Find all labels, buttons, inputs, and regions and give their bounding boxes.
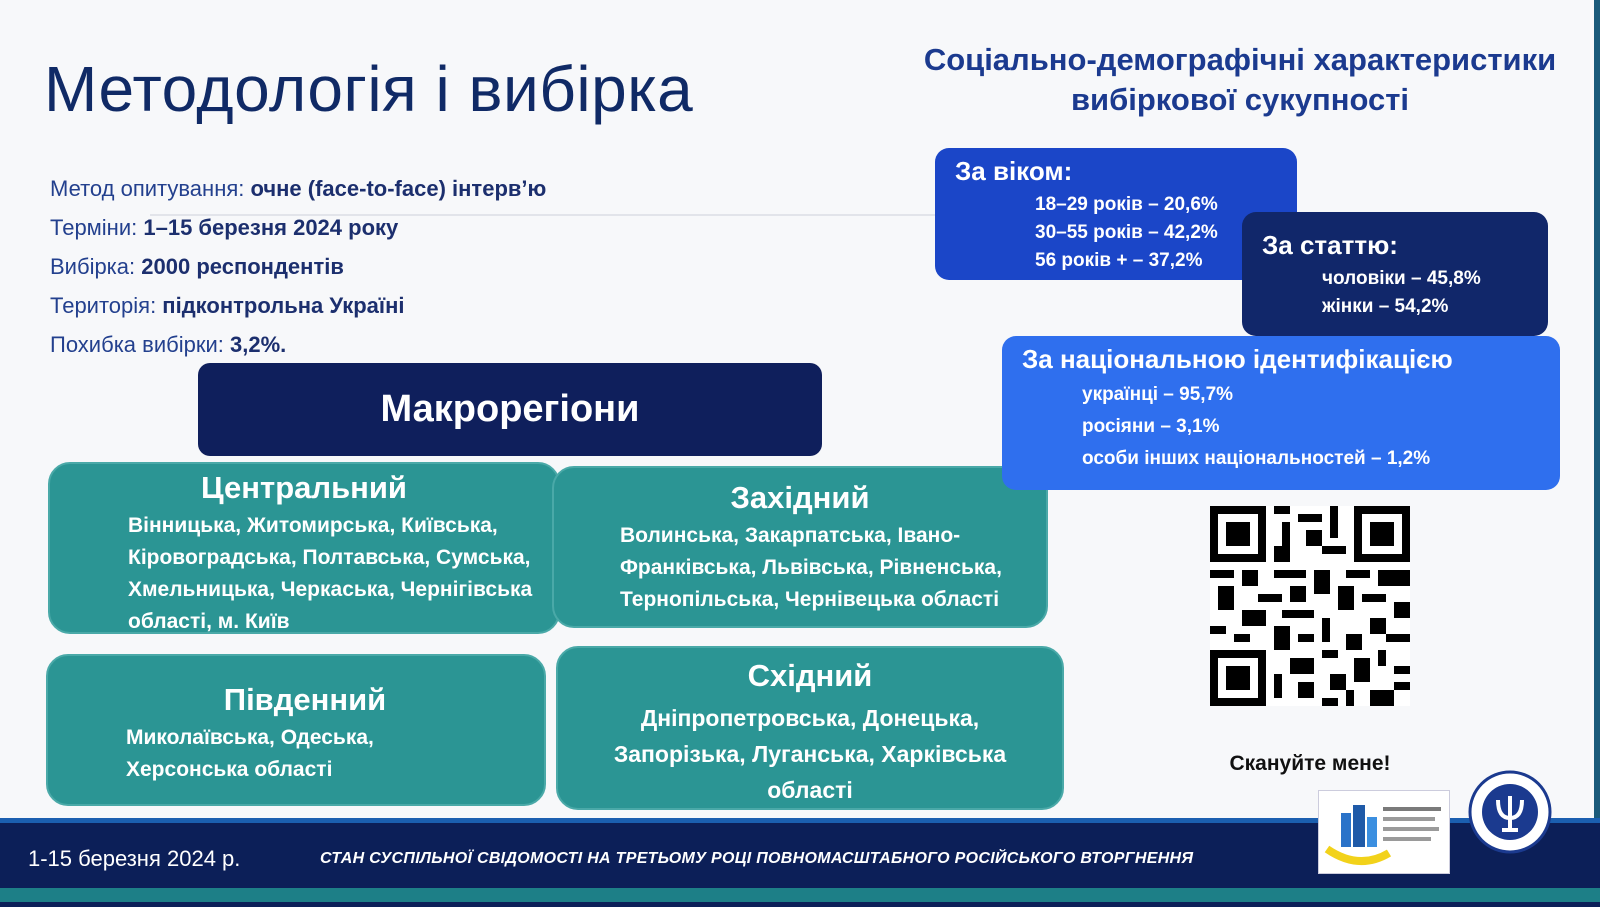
region-central bbox=[48, 462, 560, 634]
sex-item: жінки – 54,2% bbox=[1322, 296, 1449, 317]
meta-value: 1–15 березня 2024 року bbox=[143, 215, 399, 240]
sociodemographic-title-line2: вибіркової сукупності bbox=[1070, 82, 1410, 117]
meta-territory bbox=[50, 293, 404, 319]
footer-accent bbox=[0, 888, 1600, 902]
page-title: Методологія і вибірка bbox=[44, 53, 694, 125]
region-list: Вінницька, Житомирська, Київська, Кіровоградська, Полтавська, Сумська, Хмельницька, Черкаська, Чернігівська області, м. Київ bbox=[128, 514, 533, 633]
age-heading: За віком: bbox=[955, 156, 1073, 186]
meta-method bbox=[50, 176, 546, 202]
sex-heading: За статтю: bbox=[1262, 230, 1398, 260]
meta-value: 3,2%. bbox=[230, 332, 287, 357]
region-list: Волинська, Закарпатська, Івано-Франківська, Львівська, Рівненська, Тернопільська, Чернівецька області bbox=[620, 524, 1002, 611]
meta-value: 2000 респондентів bbox=[141, 254, 344, 279]
meta-label: Вибірка: bbox=[50, 254, 142, 279]
nationality-item: українці – 95,7% bbox=[1082, 384, 1234, 405]
region-western bbox=[552, 466, 1048, 628]
sociodemographic-title-line1: Соціально-демографічні характеристики bbox=[923, 42, 1557, 77]
meta-dates bbox=[50, 215, 398, 241]
meta-label: Територія: bbox=[50, 293, 163, 318]
meta-label: Терміни: bbox=[50, 215, 144, 240]
sociodemographic-title bbox=[880, 40, 1600, 120]
meta-error bbox=[50, 332, 286, 358]
qr-code-icon[interactable] bbox=[1210, 506, 1410, 706]
sex-box bbox=[1242, 212, 1548, 336]
right-edge-bar bbox=[1594, 0, 1600, 902]
age-item: 30–55 років – 42,2% bbox=[1035, 222, 1218, 243]
sex-item: чоловіки – 45,8% bbox=[1322, 268, 1481, 289]
nationality-item: росіяни – 3,1% bbox=[1082, 416, 1220, 437]
institute-seal-icon bbox=[1468, 770, 1552, 854]
association-logo-icon bbox=[1318, 790, 1450, 874]
meta-label: Похибка вибірки: bbox=[50, 332, 230, 357]
macroregions-header: Макрорегіони bbox=[198, 363, 822, 456]
region-title: Центральний bbox=[201, 470, 407, 505]
scan-me-label: Скануйте мене! bbox=[1229, 752, 1391, 775]
meta-sample bbox=[50, 254, 344, 280]
nationality-heading: За національною ідентифікацією bbox=[1022, 344, 1453, 374]
meta-value: підконтрольна Україні bbox=[162, 293, 405, 318]
region-list: Миколаївська, Одеська, Херсонська області bbox=[126, 726, 374, 781]
region-list: Дніпропетровська, Донецька, Запорізька, Луганська, Харківська області bbox=[613, 705, 1007, 803]
meta-value: очне (face-to-face) інтерв’ю bbox=[250, 176, 547, 201]
footer-date: 1-15 березня 2024 р. bbox=[28, 846, 241, 871]
region-eastern bbox=[556, 646, 1064, 810]
region-title: Західний bbox=[730, 480, 870, 515]
meta-label: Метод опитування: bbox=[50, 176, 251, 201]
nationality-box bbox=[1002, 336, 1560, 490]
region-title: Південний bbox=[223, 682, 387, 717]
nationality-item: особи інших національностей – 1,2% bbox=[1082, 448, 1431, 469]
region-title: Східний bbox=[747, 658, 873, 693]
footer-caption: СТАН СУСПІЛЬНОЇ СВІДОМОСТІ НА ТРЕТЬОМУ РОЦІ ПОВНОМАСШТАБНОГО РОСІЙСЬКОГО ВТОРГНЕННЯ bbox=[320, 850, 1194, 867]
age-item: 18–29 років – 20,6% bbox=[1035, 194, 1218, 215]
region-southern bbox=[46, 654, 546, 806]
age-item: 56 років + – 37,2% bbox=[1035, 250, 1203, 271]
